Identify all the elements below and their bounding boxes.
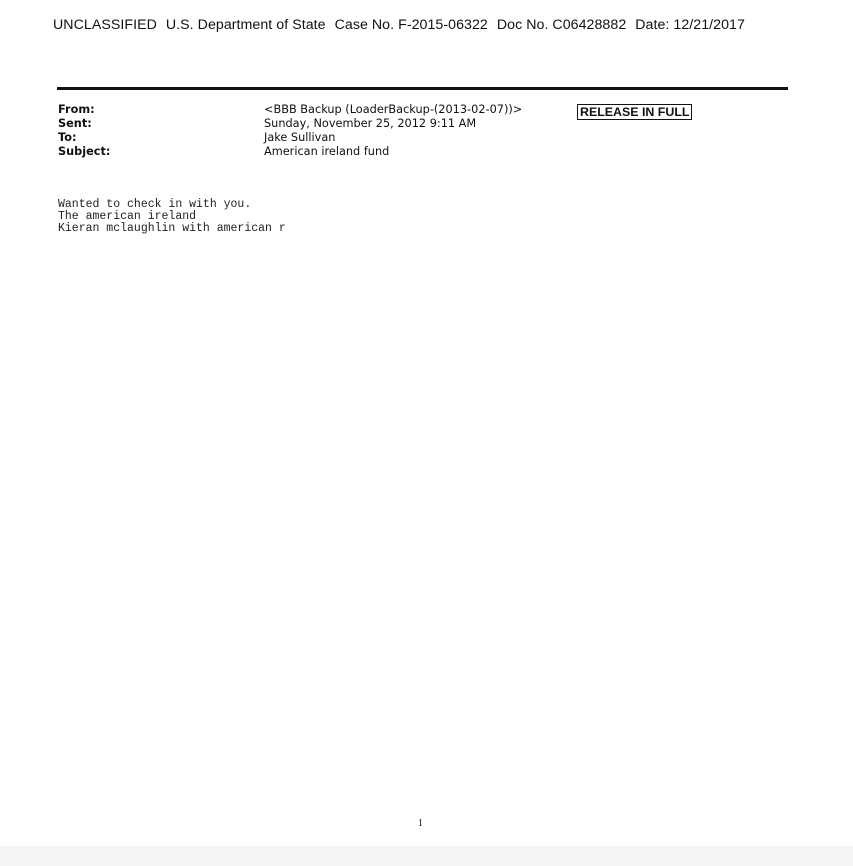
release-date: Date: 12/21/2017	[635, 17, 745, 33]
body-line: Wanted to check in with you.	[58, 198, 252, 211]
doc-number: Doc No. C06428882	[496, 17, 627, 33]
body-line: Kieran mclaughlin with american r	[58, 222, 286, 235]
page-number: 1	[418, 818, 423, 829]
release-stamp: RELEASE IN FULL	[577, 104, 692, 120]
subject-value: American ireland fund	[264, 145, 390, 158]
classification-label: UNCLASSIFIED	[53, 17, 157, 33]
sent-value: Sunday, November 25, 2012 9:11 AM	[264, 117, 477, 130]
body-line: The american ireland	[58, 210, 197, 223]
case-number: Case No. F-2015-06322	[334, 17, 488, 33]
department-label: U.S. Department of State	[165, 17, 326, 33]
to-value: Jake Sullivan	[264, 131, 336, 144]
from-label: From:	[58, 103, 95, 116]
page-bottom-edge	[0, 846, 853, 866]
header-divider	[57, 87, 788, 90]
subject-label: Subject:	[58, 145, 111, 158]
from-value: <BBB Backup (LoaderBackup-(2013-02-07))>	[264, 103, 523, 116]
sent-label: Sent:	[58, 117, 92, 130]
to-label: To:	[58, 131, 77, 144]
document-header	[53, 17, 754, 33]
